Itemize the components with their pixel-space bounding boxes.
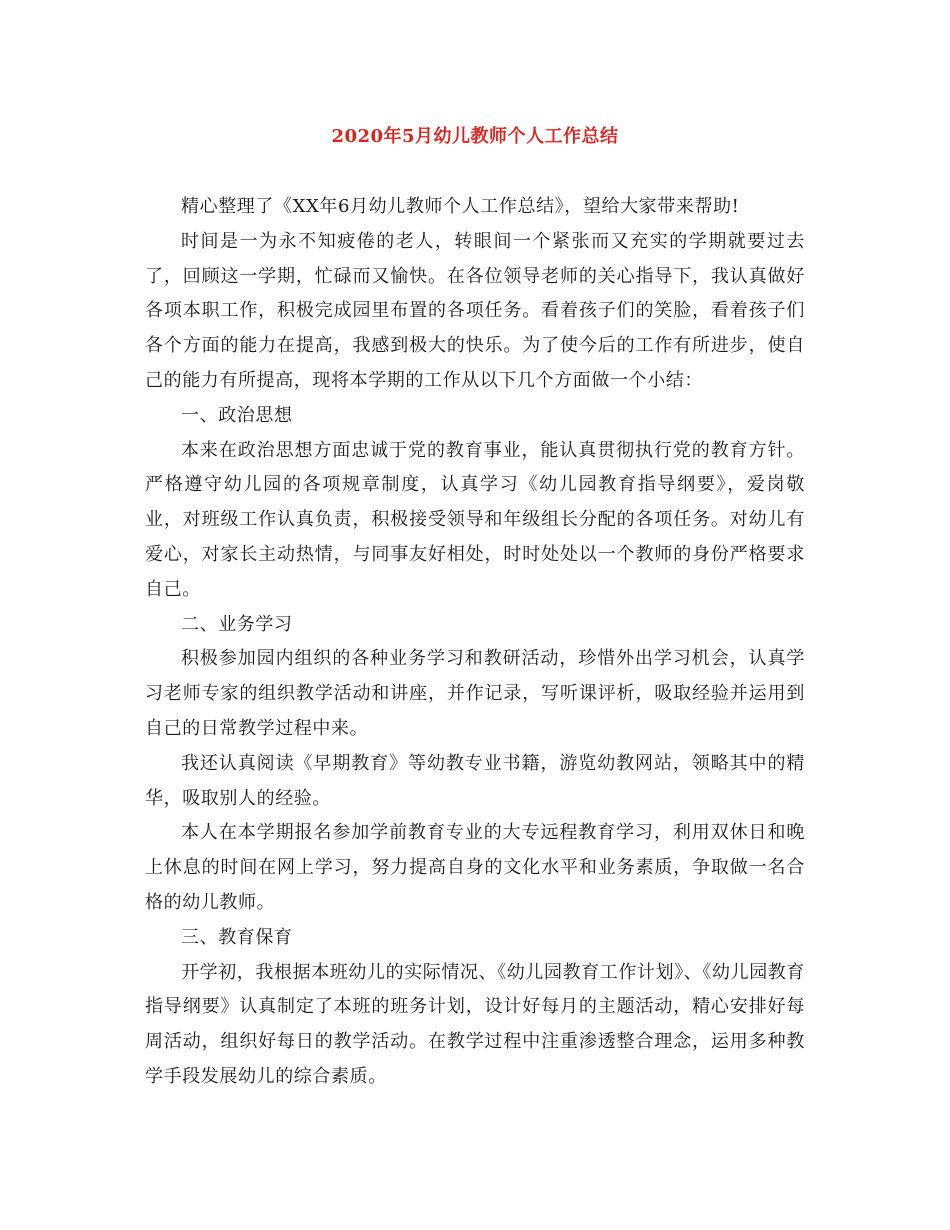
- document-body: [145, 190, 805, 1095]
- section-heading-politics: 一、政治思想: [181, 404, 293, 426]
- education-paragraph: 开学初，我根据本班幼儿的实际情况、《幼儿园教育工作计划》、《幼儿园教育指导纲要》认真制定了本班的班务计划，设计好每月的主题活动，精心安排好每周活动，组织好每日的教学活动。在教学过程中注重渗透整合理念，运用多种教学手段发展幼儿的综合素质。: [145, 961, 805, 1087]
- study-paragraph-3: 本人在本学期报名参加学前教育专业的大专远程教育学习，利用双休日和晚上休息的时间在网上学习，努力提高自身的文化水平和业务素质，争取做一名合格的幼儿教师。: [145, 822, 805, 913]
- section-heading-study: 二、业务学习: [181, 613, 293, 635]
- intro-paragraph: 精心整理了《XX年6月幼儿教师个人工作总结》，望给大家带来帮助!: [181, 196, 740, 217]
- document-title: 2020年5月幼儿教师个人工作总结: [331, 126, 619, 147]
- section-heading-education: 三、教育保育: [181, 926, 293, 948]
- politics-paragraph: 本来在政治思想方面忠诚于党的教育事业，能认真贯彻执行党的教育方针。严格遵守幼儿园的各项规章制度，认真学习《幼儿园教育指导纲要》，爱岗敬业，对班级工作认真负责，积极接受领导和年级组长分配的各项任务。对幼儿有爱心，对家长主动热情，与同事友好相处，时时处处以一个教师的身份严格要求自己。: [145, 439, 805, 600]
- study-paragraph-1: 积极参加园内组织的各种业务学习和教研活动，珍惜外出学习机会，认真学习老师专家的组织教学活动和讲座，并作记录，写听课评析，吸取经验并运用到自己的日常教学过程中来。: [145, 648, 805, 739]
- study-paragraph-2: 我还认真阅读《早期教育》等幼教专业书籍，游览幼教网站，领略其中的精华，吸取别人的经验。: [145, 752, 805, 809]
- opening-paragraph: 时间是一为永不知疲倦的老人，转眼间一个紧张而又充实的学期就要过去了，回顾这一学期，忙碌而又愉快。在各位领导老师的关心指导下，我认真做好各项本职工作，积极完成园里布置的各项任务。看着孩子们的笑脸，看着孩子们各个方面的能力在提高，我感到极大的快乐。为了使今后的工作有所进步，使自己的能力有所提高，现将本学期的工作从以下几个方面做一个小结：: [145, 230, 805, 391]
